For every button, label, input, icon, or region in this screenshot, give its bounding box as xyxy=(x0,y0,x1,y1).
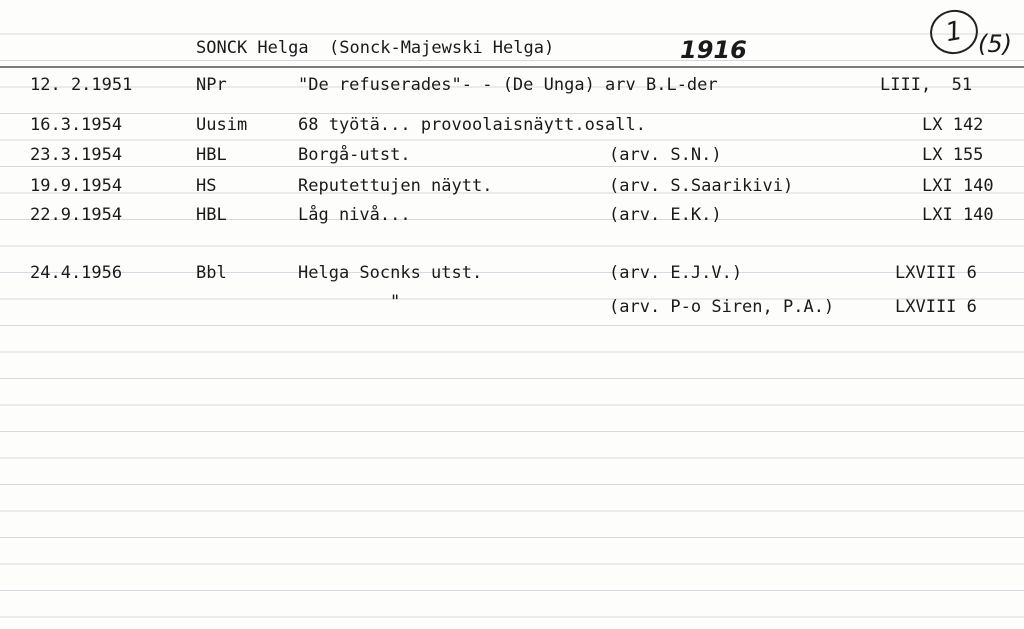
entry-date: 23.3.1954 xyxy=(30,145,123,165)
entry-source: HBL xyxy=(196,145,227,165)
entry-title: "De refuserades"- - (De Unga) arv B.L-der xyxy=(298,75,718,95)
card-number-circle xyxy=(927,6,982,58)
ditto-mark: " xyxy=(390,292,401,312)
entry-reviewer: (arv. E.J.V.) xyxy=(609,263,743,283)
entry-source: Uusim xyxy=(196,115,248,135)
entry-title: 68 työtä... provoolaisnäytt.osall. xyxy=(298,115,646,135)
entry-source: Bbl xyxy=(196,263,227,283)
entry-ref: LIII, 51 xyxy=(880,75,973,95)
birth-year: 1916 xyxy=(680,36,747,64)
entry-title: Reputettujen näytt. xyxy=(298,176,493,196)
entry-ref: LXI 140 xyxy=(922,176,994,196)
entry-title: Låg nivå... xyxy=(298,205,411,225)
entry-ref: LX 155 xyxy=(922,145,984,165)
card-header-name: SONCK Helga (Sonck-Majewski Helga) xyxy=(196,38,555,58)
entry-ref: LXVIII 6 xyxy=(895,297,977,317)
card-number: 1 xyxy=(943,15,965,49)
card-total: (5) xyxy=(978,30,1012,58)
entry-reviewer: (arv. S.N.) xyxy=(609,145,722,165)
header-divider xyxy=(0,66,1024,68)
entry-reviewer: (arv. P-o Siren, P.A.) xyxy=(609,297,835,317)
entry-title: Helga Socnks utst. xyxy=(298,263,483,283)
entry-ref: LXI 140 xyxy=(922,205,994,225)
entry-source: HS xyxy=(196,176,217,196)
entry-ref: LX 142 xyxy=(922,115,984,135)
entry-reviewer: (arv. E.K.) xyxy=(609,205,722,225)
entry-ref: LXVIII 6 xyxy=(895,263,977,283)
entry-source: NPr xyxy=(196,75,227,95)
entry-date: 19.9.1954 xyxy=(30,176,123,196)
entry-date: 12. 2.1951 xyxy=(30,75,133,95)
entry-title: Borgå-utst. xyxy=(298,145,411,165)
entry-date: 22.9.1954 xyxy=(30,205,123,225)
entry-reviewer: (arv. S.Saarikivi) xyxy=(609,176,794,196)
entry-source: HBL xyxy=(196,205,227,225)
entry-date: 24.4.1956 xyxy=(30,263,123,283)
entry-date: 16.3.1954 xyxy=(30,115,123,135)
